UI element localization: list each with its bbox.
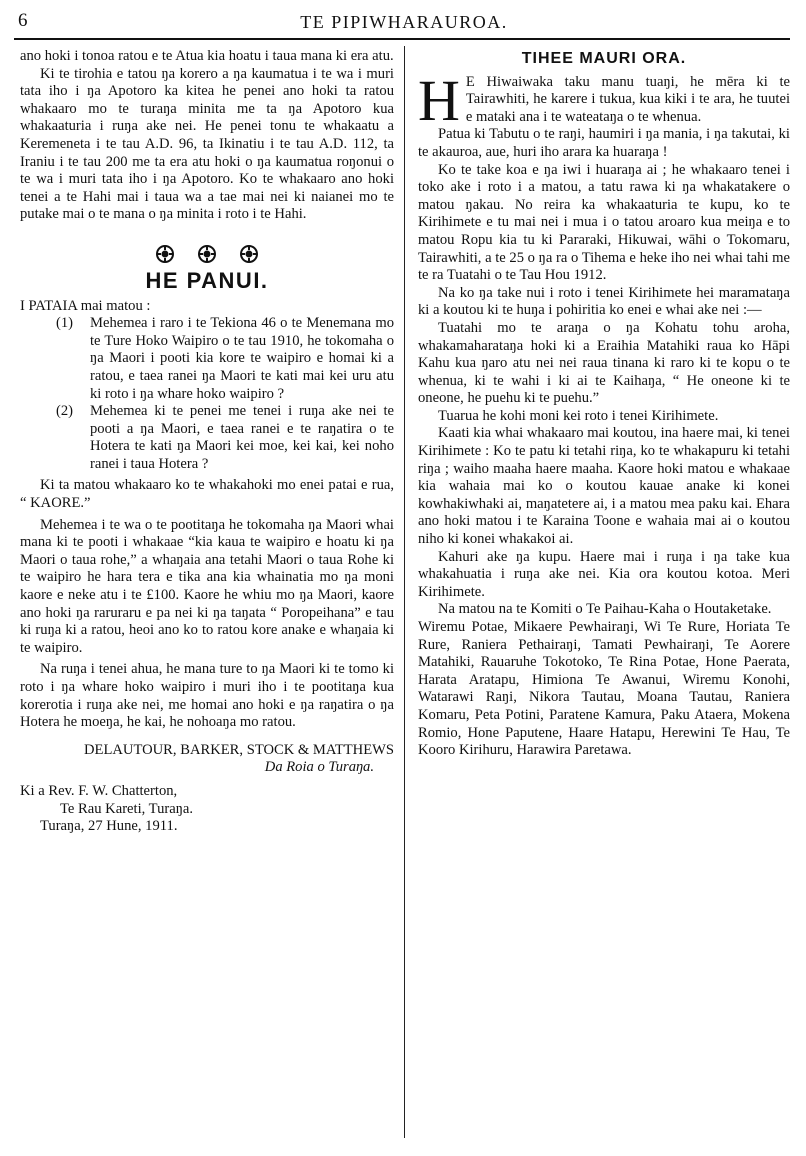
body-paragraph: Patua ki Tabutu o te raŋi, haumiri i ŋa mania, i ŋa takutai, ki te akauroa, aue, huri iho arara ka huaraŋa !	[418, 126, 790, 160]
signature-block	[20, 742, 394, 836]
ornament-icon	[197, 244, 217, 264]
body-paragraph-3: Na ruŋa i tenei ahua, he mana ture to ŋa Maori ki te tomo ki roto i ŋa whare hoko waipiro i muri iho i te pootitaŋa kua korerotia i ruŋa ake nei, me homai ano hoki e ŋa raŋatira o ŋa Hotera he moeŋa, he kai, he nohoaŋa mo ratou.	[20, 661, 394, 731]
opening-text: E Hiwaiwaka taku manu tuaŋi, he mēra ki te Tairawhiti, he karere i tukua, kua kiki i te ara, he tuutei e mataki ana i te wateataŋa o te whenua.	[465, 73, 790, 125]
panui-heading: HE PANUI.	[145, 267, 269, 293]
body-paragraph: Ko te take koa e ŋa iwi i huaraŋa ai ; he whakaaro tenei i toko ake i roto i a matou, a tatu rawa ki ŋa whakatakere o matou ŋakau. No reira ka whakaaturia te kupu, ko te Kirihimete e tu mai nei i mua i o tatou aroaro kua meiŋa e to matou Ropu kia tu ki Pararaki, Hikuwai, wāhi o Tokomaru, Tairawhiti, a te 25 o ŋa ra o Tihema e heke iho nei whai tahi me te ra Tuatahi o te Tau Hou 1912.	[418, 161, 790, 284]
page-header	[14, 6, 794, 38]
ornament-row	[20, 244, 394, 264]
intro-paragraph-2: Ki te tirohia e tatou ŋa korero a ŋa kaumatua i te wa i muri tata iho i ŋa Apotoro ka kitea he penei ano hoki ta ratou whakaaro mo te turaŋa minita me ta ŋa Apotoro kua whakaaturia i ruŋa ake nei. He penei tonu te whakaatu a Keremeneta i te tau A.D. 96, ta Ikinatiu i te tau A.D. 112, ta Iraniu i te tau 200 me ta era atu hoki o ŋa kaumatua roŋonui o te wa i muri tata iho i ŋa Apotoro. Ko te whakaaro ano hoki tenei a te Hahi mai i taua wa a tae mai nei ki naianei mo te putake mai o te mana o ŋa minita i roto i te Hahi.	[20, 65, 394, 223]
body-paragraph: Kahuri ake ŋa kupu. Haere mai i ruŋa i ŋa take kua whakahuatia i ruŋa ake nei. Kia ora koutou kotoa. Meri Kirihimete.	[418, 548, 790, 600]
ornament-icon	[239, 244, 259, 264]
question-number: (2)	[56, 403, 74, 420]
firm-name: DELAUTOUR, BARKER, STOCK & MATTHEWS	[84, 741, 394, 758]
question-text: Mehemea i raro i te Tekiona 46 o te Menemana mo te Ture Hoko Waipiro o te tau 1910, he tokomaha o ŋa Maori i pooti kia kore te waipiro e homai ki a ratou, e taea ranei ŋa Maori te kati mai kei uru atu ki roto i ŋa whare hoko waipiro ?	[90, 315, 394, 402]
opening-paragraph	[418, 67, 790, 133]
answer-paragraph: Ki ta matou whakaaro ko te whakahoki mo enei patai e rua, “ KAORE.”	[20, 477, 394, 512]
body-paragraph: Tuarua he kohi moni kei roto i tenei Kirihimete.	[438, 407, 719, 424]
committee-line: Na matou na te Komiti o Te Paihau-Kaha o Houtaketake.	[438, 601, 772, 618]
body-paragraph: Na ko ŋa take nui i roto i tenei Kirihimete hei maramataŋa ki a koutou ki te huŋa i pohiritia ko enei e whai ake nei :—	[418, 284, 790, 319]
right-column	[418, 48, 790, 760]
tihee-heading: TIHEE MAURI ORA.	[521, 50, 687, 67]
addressee-line-2: Te Rau Kareti, Turaŋa.	[60, 800, 194, 817]
body-paragraph-2: Mehemea i te wa o te pootitaŋa he tokomaha ŋa Maori whai mana ki te pooti i whakaae “kia kaua te waipiro e hoatu ki ŋa Maori o taua rohe,” a whaŋaia ana tetahi Maori o taua Rohe ki te waipiro he hara tera e tika ana kia whainatia mo ŋa moni kaore e neke atu i te £100. Kaore he whiu mo ŋa Maori, kaore ano hoki ŋa raruraru e pa nei ki ŋa taŋata “ Poropeihana” e tau ki ruŋa ki a ratou, heoi ano ko to ratou kore anake e whaŋaia ki te waipiro.	[20, 516, 394, 656]
addressee-line: Ki a Rev. F. W. Chatterton,	[20, 782, 178, 799]
question-item	[56, 403, 394, 473]
letter-date: Turaŋa, 27 Hune, 1911.	[40, 818, 178, 835]
page-number: 6	[18, 10, 28, 31]
intro-paragraph-1: ano hoki i tonoa ratou e te Atua kia hoatu i taua mana ki era atu.	[20, 48, 394, 64]
left-column	[20, 48, 394, 836]
question-item	[56, 315, 394, 403]
ornament-icon	[155, 244, 175, 264]
question-text: Mehemea ki te penei me tenei i ruŋa ake nei te pooti a ŋa Maori, e taea ranei e te raŋatira o te Hotera te kati ŋa Maori kei moe, kei kai, kei noho ranei i taua Hotera ?	[90, 403, 394, 472]
question-number: (1)	[56, 315, 74, 332]
pataia-line: I PATAIA mai matou :	[20, 297, 151, 314]
firm-subtitle: Da Roia o Turaŋa.	[264, 759, 374, 776]
column-divider	[404, 46, 405, 1138]
committee-names: Wiremu Potae, Mikaere Pewhairaŋi, Wi Te Rure, Horiata Te Rure, Raniera Pethairaŋi, Tamati Pewhairaŋi, Te Aorere Matahiki, Rauaruhe Tokotoko, Te Rina Potae, Hone Paerata, Harata Aratapu, Himiona Te Awanui, Wiremu Konohi, Watarawi Raŋi, Nikora Tautau, Moana Tautau, Raniera Komaru, Peta Potini, Paratene Kamura, Paku Ataera, Mokena Romio, Hone Paputene, Haare Hatapu, Herewini Te Hau, Te Kooro Kirihuru, Harawira Paretawa.	[418, 619, 790, 759]
body-paragraph: Tuatahi mo te araŋa o ŋa Kohatu tohu aroha, whakamaharataŋa hoki ki a Eraihia Matahiki raua ko Hāpi Kahu kua ŋaro atu nei nei raua tinana ki raro ki te kopu o te whenua, ki te wahi i ki ai te Kaihaŋa, “ He oneone ki te oneone, he puehu ki te puehu.”	[418, 319, 790, 407]
drop-cap: H	[418, 67, 460, 133]
body-paragraph: Kaati kia whai whakaaro mai koutou, ina haere mai, ki tenei Kirihimete : Ko te patu ki tetahi riŋa, ko te whakapuru ki tetahi riŋa ; waiho maaha haere maaha. Kaore hoki matou e whakaae kia wahaia mai ko o koutou kauae anake ki konei kowhakiwhaki ai, maŋatetere ai, i a matou mea paku kai. Ehara ano hoki matou i te Karaina Toone e wahaia mai ai o koutou niho ki konei whakakoi ai.	[418, 425, 790, 548]
header-rule	[14, 38, 790, 40]
newspaper-title: TE PIPIWHARAUROA.	[300, 12, 508, 32]
